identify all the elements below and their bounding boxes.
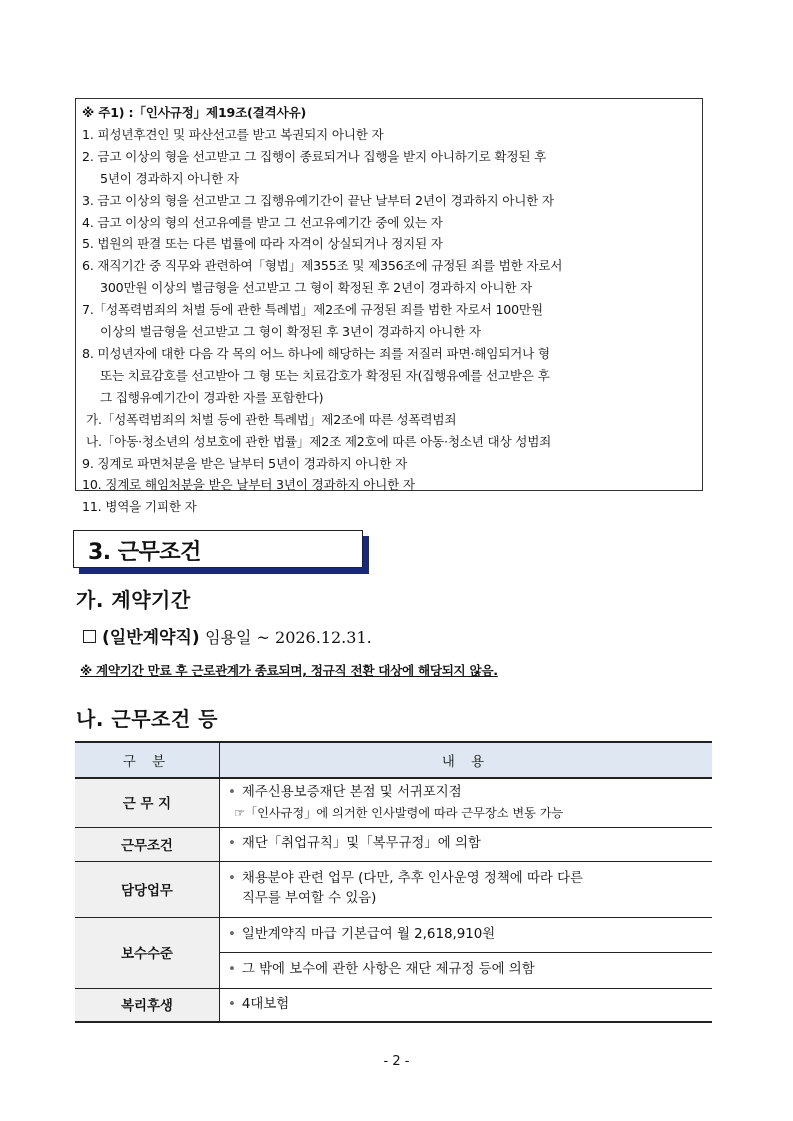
note-line: 나.「아동·청소년의 성보호에 관한 법률」제2조 제2호에 따른 아동·청소년 대상 성범죄 (86, 433, 552, 449)
table-header-row (75, 742, 712, 778)
note-line: 8. 미성년자에 대한 다음 각 목의 어느 하나에 해당하는 죄를 저질러 파면·해임되거나 형 (82, 345, 550, 361)
page-number: - 2 - (383, 1054, 410, 1069)
subsection-heading-contract-period: 가. 계약기간 (76, 588, 191, 612)
row-text: 그 밖에 보수에 관한 사항은 재단 제규정 등에 의함 (241, 962, 535, 977)
note-line: 10. 징계로 해임처분을 받은 날부터 3년이 경과하지 아니한 자 (82, 477, 415, 493)
checkbox-icon (83, 630, 96, 643)
bullet-icon: • (228, 784, 236, 800)
note-line: 5년이 경과하지 아니한 자 (100, 170, 239, 186)
contract-type: (일반계약직) (102, 628, 200, 648)
table-row (75, 988, 712, 1022)
note-line: 2. 금고 이상의 형을 선고받고 그 집행이 종료되거나 집행을 받지 아니하기로 확정된 후 (82, 148, 547, 164)
row-value (220, 917, 713, 952)
bullet-icon: • (228, 962, 236, 977)
table-row (75, 827, 712, 861)
header-label: 구 분 (75, 742, 220, 778)
row-note: ☞「인사규정」에 의거한 인사발령에 따라 근무장소 변동 가능 (234, 805, 564, 820)
note-line: 3. 금고 이상의 형을 선고받고 그 집행유예기간이 끝난 날부터 2년이 경과하지 아니한 자 (82, 192, 554, 208)
row-label: 보수수준 (75, 917, 220, 988)
row-value (220, 827, 713, 861)
table-row (75, 917, 712, 952)
row-text: 채용분야 관련 업무 (다만, 추후 인사운영 정책에 따라 다른 (241, 871, 583, 886)
section-title: 3. 근무조건 (88, 540, 201, 565)
note-line: 5. 법원의 판결 또는 다른 법률에 따라 자격이 상실되거나 정지된 자 (82, 236, 443, 252)
header-content: 내 용 (220, 742, 713, 778)
note-line: 7.「성폭력범죄의 처벌 등에 관한 특례법」제2조에 규정된 죄를 범한 자로서 100만원 (82, 302, 543, 318)
row-text: 일반계약직 마급 기본급여 월 2,618,910원 (241, 926, 496, 942)
note-line: 그 집행유예기간이 경과한 자를 포함한다) (100, 389, 324, 405)
contract-period: 임용일 ~ 2026.12.31. (205, 628, 372, 647)
row-value (220, 988, 713, 1022)
note-line: 6. 재직기간 중 직무와 관련하여「형법」제355조 및 제356조에 규정된 죄를 범한 자로서 (82, 258, 563, 274)
note-line: 4. 금고 이상의 형의 선고유예를 받고 그 선고유예기간 중에 있는 자 (82, 214, 443, 230)
note-line: 이상의 벌금형을 선고받고 그 형이 확정된 후 3년이 경과하지 아니한 자 (100, 324, 481, 340)
contract-period-line (83, 623, 372, 648)
work-conditions-table (75, 741, 712, 1023)
note-line: 300만원 이상의 벌금형을 선고받고 그 형이 확정된 후 2년이 경과하지 아니한 자 (100, 280, 533, 296)
row-label: 복리후생 (75, 988, 220, 1022)
contract-notice: ※ 계약기간 만료 후 근로관계가 종료되며, 정규직 전환 대상에 해당되지 않음. (80, 663, 498, 678)
bullet-icon: • (228, 871, 236, 886)
table-row (75, 778, 712, 827)
section-heading-box (73, 530, 363, 568)
note-line: 9. 징계로 파면처분을 받은 날부터 5년이 경과하지 아니한 자 (82, 455, 408, 471)
row-value (220, 952, 713, 988)
table-row (75, 861, 712, 917)
row-value (220, 778, 713, 827)
row-label: 근 무 지 (75, 778, 220, 827)
bullet-icon: • (228, 996, 236, 1012)
note-line: 가.「성폭력범죄의 처벌 등에 관한 특례법」제2조에 따른 성폭력범죄 (86, 411, 457, 427)
row-text: 직무를 부여할 수 있음) (242, 891, 377, 906)
subsection-heading-work-conditions: 나. 근무조건 등 (76, 707, 218, 731)
bullet-icon: • (228, 836, 236, 851)
row-text: 재단「취업규칙」및「복무규정」에 의함 (241, 836, 481, 851)
row-text: 제주신용보증재단 본점 및 서귀포지점 (241, 784, 462, 800)
bullet-icon: • (228, 926, 236, 942)
row-value (220, 861, 713, 917)
note-line: 11. 병역을 기피한 자 (82, 499, 197, 515)
row-label: 담당업무 (75, 861, 220, 917)
row-text: 4대보험 (241, 996, 290, 1012)
note-line: 1. 피성년후견인 및 파산선고를 받고 복권되지 아니한 자 (82, 126, 384, 142)
note-title: ※ 주1) :「인사규정」제19조(결격사유) (82, 105, 307, 120)
row-label: 근무조건 (75, 827, 220, 861)
disqualification-note-box (75, 98, 703, 515)
note-line: 또는 치료감호를 선고받아 그 형 또는 치료감호가 확정된 자(집행유예를 선고받은 후 (100, 367, 550, 383)
